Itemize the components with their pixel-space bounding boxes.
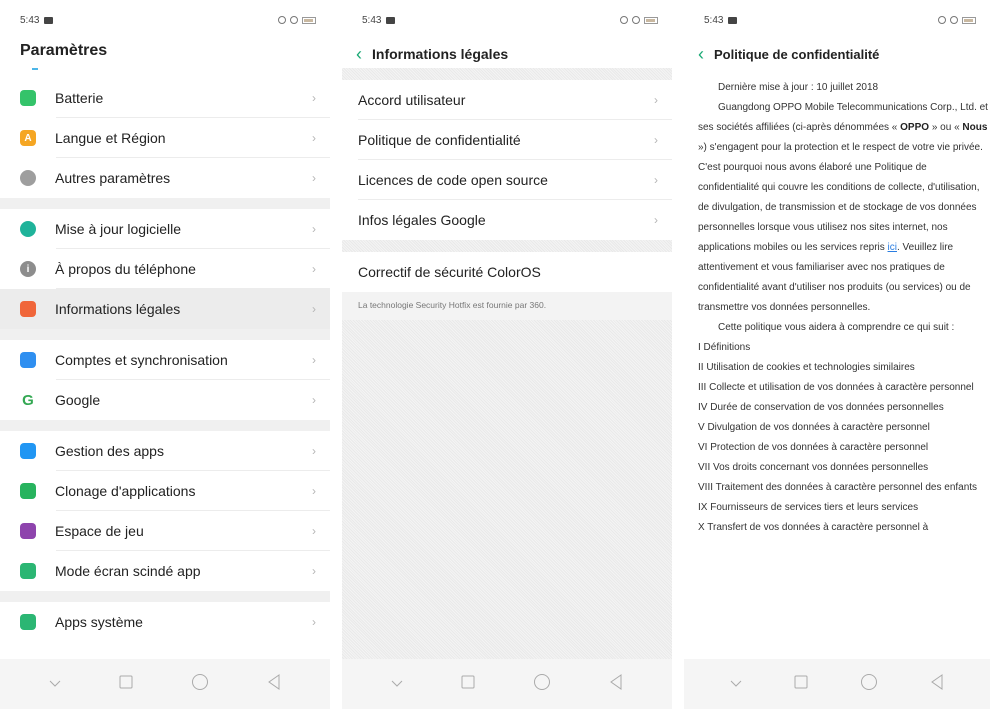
chevron-right-icon: › xyxy=(654,173,658,187)
chevron-down-icon[interactable] xyxy=(391,675,403,693)
settings-item[interactable] xyxy=(0,289,330,329)
settings-item[interactable] xyxy=(0,511,330,551)
settings-item[interactable] xyxy=(0,249,330,289)
chevron-right-icon: › xyxy=(654,213,658,227)
toc-item: I Définitions xyxy=(698,342,751,353)
settings-item[interactable] xyxy=(0,118,330,158)
legal-item[interactable] xyxy=(342,80,672,120)
toc-item: II Utilisation de cookies et technologies similaires xyxy=(698,362,915,373)
battery-icon xyxy=(20,90,36,106)
section-separator xyxy=(342,240,672,252)
table-of-contents xyxy=(698,338,990,538)
chevron-right-icon: › xyxy=(312,393,316,407)
home-icon[interactable] xyxy=(533,673,551,696)
chevron-right-icon: › xyxy=(312,615,316,629)
settings-item[interactable] xyxy=(0,78,330,118)
toc-item: X Transfert de vos données à caractère personnel à xyxy=(698,522,929,533)
policy-text xyxy=(684,78,990,538)
ring-icon xyxy=(938,16,946,24)
recents-icon[interactable] xyxy=(461,675,475,694)
help-text: Cette politique vous aidera à comprendre ce qui suit : xyxy=(718,322,955,333)
settings-list xyxy=(0,78,330,642)
oppo-term: OPPO xyxy=(900,122,930,133)
photo-notification-icon xyxy=(728,17,737,24)
google-icon: G xyxy=(22,391,34,409)
settings-item-label: Batterie xyxy=(55,90,104,106)
chevron-right-icon: › xyxy=(312,564,316,578)
chevron-right-icon: › xyxy=(312,222,316,236)
chevron-right-icon: › xyxy=(312,484,316,498)
scroll-indicator xyxy=(32,68,38,70)
back-chevron-icon[interactable]: ‹ xyxy=(698,43,704,64)
toc-item: IX Fournisseurs de services tiers et leurs services xyxy=(698,502,919,513)
settings-item-label: Autres paramètres xyxy=(55,170,171,186)
section-separator xyxy=(0,198,330,209)
settings-item[interactable] xyxy=(0,551,330,591)
legal-item-label: Accord utilisateur xyxy=(358,92,466,108)
legal-item-label: Licences de code open source xyxy=(358,172,548,188)
navigation-bar xyxy=(684,659,990,709)
battery-status-icon xyxy=(962,17,976,24)
status-bar xyxy=(0,0,330,40)
status-bar xyxy=(342,0,672,40)
apps-grid-icon xyxy=(20,443,36,459)
ring-icon xyxy=(278,16,286,24)
empty-area xyxy=(342,320,672,659)
settings-item-label: Mode écran scindé app xyxy=(55,563,201,579)
settings-item[interactable] xyxy=(0,431,330,471)
battery-status-icon xyxy=(302,17,316,24)
header xyxy=(342,40,672,68)
page-title: Paramètres xyxy=(20,42,108,59)
settings-item-label: Apps système xyxy=(55,614,143,630)
section-separator xyxy=(0,329,330,340)
legal-item[interactable] xyxy=(342,200,672,240)
services-link[interactable]: ici xyxy=(887,242,897,253)
home-icon[interactable] xyxy=(191,673,209,696)
back-chevron-icon[interactable]: ‹ xyxy=(356,43,362,64)
back-triangle-icon[interactable] xyxy=(609,674,623,695)
chevron-right-icon: › xyxy=(312,524,316,538)
ring-icon xyxy=(620,16,628,24)
recents-icon[interactable] xyxy=(794,675,808,694)
chevron-right-icon: › xyxy=(654,133,658,147)
settings-item-label: Gestion des apps xyxy=(55,443,164,459)
toc-item: VIII Traitement des données à caractère personnel des enfants xyxy=(698,482,978,493)
legal-item[interactable] xyxy=(342,120,672,160)
settings-item-label: Google xyxy=(55,392,101,408)
gear-icon xyxy=(20,170,36,186)
settings-item[interactable] xyxy=(0,340,330,380)
alarm-icon xyxy=(950,16,958,24)
settings-item[interactable] xyxy=(0,602,330,642)
chevron-right-icon: › xyxy=(312,91,316,105)
status-time: 5:43 xyxy=(362,14,382,26)
status-time: 5:43 xyxy=(20,14,40,26)
split-screen-icon xyxy=(20,563,36,579)
status-time: 5:43 xyxy=(704,14,724,26)
photo-notification-icon xyxy=(386,17,395,24)
security-patch-item[interactable] xyxy=(342,252,672,292)
game-icon xyxy=(20,523,36,539)
settings-item[interactable] xyxy=(0,158,330,198)
settings-item-label: Comptes et synchronisation xyxy=(55,352,228,368)
settings-item-label: Langue et Région xyxy=(55,130,166,146)
chevron-right-icon: › xyxy=(312,262,316,276)
settings-item[interactable] xyxy=(0,380,330,420)
settings-item-label: À propos du téléphone xyxy=(55,261,196,277)
status-bar xyxy=(684,0,990,40)
alarm-icon xyxy=(290,16,298,24)
back-triangle-icon[interactable] xyxy=(267,674,281,695)
chevron-right-icon: › xyxy=(654,93,658,107)
back-triangle-icon[interactable] xyxy=(930,674,944,695)
settings-item-label: Espace de jeu xyxy=(55,523,144,539)
chevron-right-icon: › xyxy=(312,353,316,367)
chevron-right-icon: › xyxy=(312,444,316,458)
chevron-right-icon: › xyxy=(312,302,316,316)
account-icon xyxy=(20,352,36,368)
toc-item: IV Durée de conservation de vos données personnelles xyxy=(698,402,944,413)
legal-item-label: Infos légales Google xyxy=(358,212,486,228)
legal-item-label: Politique de confidentialité xyxy=(358,132,521,148)
settings-item[interactable] xyxy=(0,209,330,249)
chevron-right-icon: › xyxy=(312,131,316,145)
intro-paragraph xyxy=(698,98,990,318)
settings-item-label: Informations légales xyxy=(55,301,181,317)
info-icon: i xyxy=(20,261,36,277)
legal-item[interactable] xyxy=(342,160,672,200)
legal-list xyxy=(342,80,672,240)
toc-item: III Collecte et utilisation de vos données à caractère personnel xyxy=(698,382,974,393)
settings-item[interactable] xyxy=(0,471,330,511)
battery-status-icon xyxy=(644,17,658,24)
security-patch-label: Correctif de sécurité ColorOS xyxy=(358,264,541,280)
last-updated: Dernière mise à jour : 10 juillet 2018 xyxy=(718,82,879,93)
section-separator xyxy=(0,420,330,431)
navigation-bar xyxy=(342,659,672,709)
toc-item: V Divulgation de vos données à caractère personnel xyxy=(698,422,930,433)
intro-text: » ou « xyxy=(929,122,963,133)
photo-notification-icon xyxy=(44,17,53,24)
settings-item-label: Clonage d'applications xyxy=(55,483,196,499)
intro-text: ») s'engagent pour la protection et le respect de votre vie privée. C'est pourquoi nous avons élaboré une Politique de confidentialité qui couvre les conditions de collecte, d'utilisation, de divulgation, de transmission et de stockage de vos données personnelles lorsque vous utilisez nos sites internet, nos applications mobiles ou les services repris xyxy=(698,142,983,253)
toc-item: VI Protection de vos données à caractère personnel xyxy=(698,442,929,453)
legal-icon xyxy=(20,301,36,317)
intro-text: Guangdong OPPO Mobile Telecommunications Corp., Ltd. et ses sociétés affiliées (ci-après dénommées « xyxy=(698,102,988,133)
navigation-bar xyxy=(0,659,330,709)
legal-info-screen xyxy=(342,0,672,709)
chevron-right-icon: › xyxy=(312,171,316,185)
intro-text: . Veuillez lire attentivement et vous familiariser avec nos pratiques de confidentialité avant d'utiliser nos produits (ou services) ou de transmettre vos données personnelles. xyxy=(698,242,971,313)
header xyxy=(684,40,990,68)
section-separator xyxy=(0,591,330,602)
toc-item: VII Vos droits concernant vos données personnelles xyxy=(698,462,929,473)
system-apps-icon xyxy=(20,614,36,630)
chevron-down-icon[interactable] xyxy=(49,675,61,693)
home-icon[interactable] xyxy=(860,673,878,696)
security-note: La technologie Security Hotfix est fournie par 360. xyxy=(342,292,672,322)
clone-icon xyxy=(20,483,36,499)
chevron-down-icon[interactable] xyxy=(730,675,742,693)
page-title: Informations légales xyxy=(372,46,509,62)
update-icon xyxy=(20,221,36,237)
nous-term: Nous xyxy=(962,122,988,133)
recents-icon[interactable] xyxy=(119,675,133,694)
settings-screen xyxy=(0,0,330,709)
settings-item-label: Mise à jour logicielle xyxy=(55,221,182,237)
page-title: Politique de confidentialité xyxy=(714,46,880,62)
language-icon: A xyxy=(20,130,36,146)
alarm-icon xyxy=(632,16,640,24)
privacy-policy-screen xyxy=(684,0,990,709)
section-separator xyxy=(342,68,672,80)
